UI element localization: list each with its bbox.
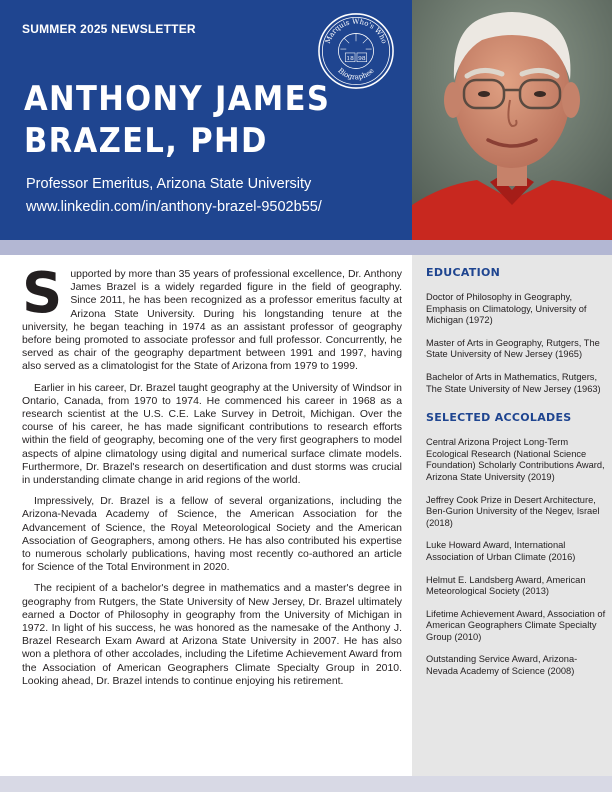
profile-name — [24, 78, 366, 162]
name-line-2: BRAZEL, PHD — [24, 121, 268, 161]
paragraph-1 — [22, 261, 402, 374]
marquis-seal-icon — [317, 12, 395, 90]
accolade-item: Jeffrey Cook Prize in Desert Architecture, Ben-Gurion University of the Negev, Israel (2018) — [426, 494, 600, 528]
seal-year-right: 98 — [358, 56, 366, 63]
name-line-1: ANTHONY JAMES — [24, 79, 331, 119]
education-item: Doctor of Philosophy in Geography, Emphasis on Climatology, University of Michigan (1972) — [426, 292, 587, 326]
paragraph-3: Impressively, Dr. Brazel is a fellow of several organizations, including the Arizona-Nevada Academy of Science, the American Association for the Advancement of Science, the Royal Meteorological Society and the American Association of Geographers, among others. He has also contributed his expertise to numerous scholarly publications, having most recently co-authored an article for Science of the Total Environment in 2020. — [22, 496, 402, 574]
portrait-photo — [412, 0, 612, 240]
header-divider-band — [0, 240, 612, 255]
accolades-heading: SELECTED ACCOLADES — [426, 411, 572, 425]
profile-title: Professor Emeritus, Arizona State University — [26, 176, 312, 192]
accolade-item: Luke Howard Award, International Association of Urban Climate (2016) — [426, 540, 576, 562]
linkedin-link[interactable]: www.linkedin.com/in/anthony-brazel-9502b55/ — [26, 199, 322, 215]
footer-band — [0, 776, 612, 792]
seal-top-text: Marquis Who's Who — [322, 16, 390, 45]
header-banner — [0, 0, 612, 240]
accolade-item: Central Arizona Project Long-Term Ecological Research (National Science Foundation) Scholarly Contributions Award, Arizona State University (2019) — [426, 437, 605, 482]
paragraph-2: Earlier in his career, Dr. Brazel taught geography at the University of Windsor in Ontario, Canada, from 1970 to 1974. He commenced his career in 1968 as a research scientist at the U.S. C.E. Lake Survey in Detroit, Michigan. Over the course of his career, he has made significant contributions to research efforts within the field of geography, becoming one of the very first geographers to model aspects of alpine climatology using digital and numerical surface climate models. Furthermore, Dr. Brazel's research on desertification and dust storms was crucial in understanding climate change in arid regions of the world. — [22, 382, 402, 487]
education-item: Bachelor of Arts in Mathematics, Rutgers, The State University of New Jersey (1963) — [426, 371, 601, 394]
newsletter-label: SUMMER 2025 NEWSLETTER — [22, 22, 196, 36]
seal-year-left: 18 — [346, 56, 354, 63]
sidebar-content — [426, 266, 606, 689]
education-item: Master of Arts in Geography, Rutgers, The State University of New Jersey (1965) — [426, 337, 600, 360]
education-heading: EDUCATION — [426, 266, 501, 279]
seal-bottom-text: Biographee — [336, 65, 376, 82]
article-body — [22, 261, 402, 696]
accolade-item: Helmut E. Landsberg Award, American Meteorological Society (2013) — [426, 574, 586, 597]
drop-cap: S — [22, 261, 63, 326]
paragraph-4: The recipient of a bachelor's degree in mathematics and a master's degree in geography from Rutgers, the State University of New Jersey, Dr. Brazel ultimately earned a Doctor of Philosophy in geography from the University of Michigan in 1972. In light of his success, he was honored as the namesake of the Anthony J. Brazel Research Exam Award at Arizona State University in 2007. He has also won a plethora of other accolades, including the Lifetime Achievement Award from the Association of American Geographers Climate Specialty Group in 2010. Looking ahead, Dr. Brazel intends to continue enjoying his retirement. — [22, 583, 402, 687]
accolade-item: Outstanding Service Award, Arizona-Nevada Academy of Science (2008) — [426, 654, 578, 677]
accolade-item: Lifetime Achievement Award, Association of American Geographers Climate Specialty Group (2010) — [426, 608, 606, 642]
paragraph-1-text: upported by more than 35 years of professional excellence, Dr. Anthony James Brazel is a widely regarded figure in the field of geography. Since 2011, he has been recognized as a professor emeritus faculty at Arizona State University. During his longstanding tenure at the university, he began teaching in 1974 as an assistant professor of geography before being promoted to associate professor and full professor. Concurrently, he served as chair of the geography department between 1991 and 1997, having also served as a climatologist for the State of Arizona from 1979 to 1999. — [22, 269, 402, 373]
